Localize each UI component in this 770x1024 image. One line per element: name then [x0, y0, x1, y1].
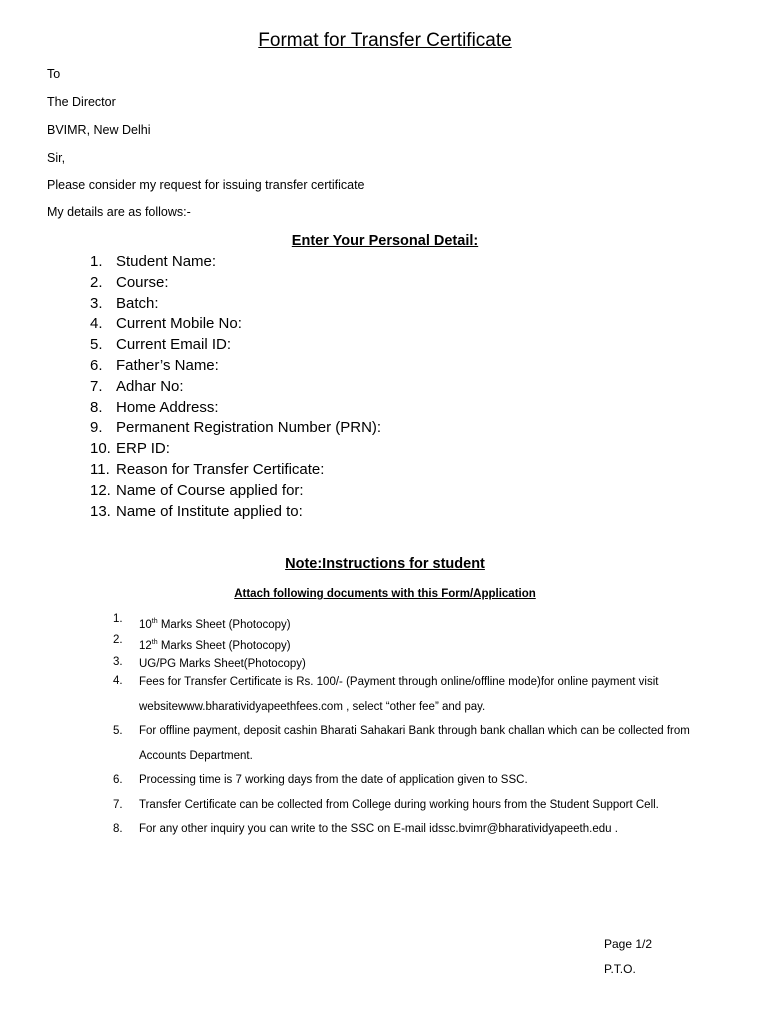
item-number: 3.	[113, 655, 123, 668]
item-number: 1.	[90, 253, 103, 270]
item-number: 4.	[113, 675, 123, 688]
item-number: 8.	[90, 398, 103, 416]
letter-to: To	[47, 67, 61, 81]
list-item	[90, 315, 381, 336]
list-item	[113, 768, 733, 793]
item-number: 12.	[90, 481, 111, 499]
field-label: Current Email ID:	[116, 336, 232, 354]
note-heading: Note:Instructions for student	[285, 556, 485, 572]
item-number: 5.	[90, 336, 103, 354]
item-number: 11.	[90, 460, 110, 478]
field-label: Adhar No:	[116, 377, 184, 395]
letter-salutation: Sir,	[47, 151, 66, 165]
list-item	[113, 719, 733, 768]
item-number: 2.	[90, 273, 103, 291]
ordinal-suffix: th	[151, 618, 158, 625]
field-label: Current Mobile No:	[116, 315, 242, 333]
list-item	[113, 817, 733, 842]
instruction-prefix: 10	[139, 618, 152, 631]
instruction-text: For any other inquiry you can write to the SSC on E-mail idssc.bvimr@bharatividyapeeth.edu .	[139, 823, 618, 836]
field-label: Course:	[116, 273, 169, 291]
list-item	[90, 461, 381, 482]
pto-note: P.T.O.	[604, 962, 636, 976]
list-item	[113, 673, 733, 719]
item-number: 6.	[113, 774, 123, 787]
instruction-text: UG/PG Marks Sheet(Photocopy)	[139, 657, 306, 670]
instruction-text: Marks Sheet (Photocopy)	[157, 618, 291, 631]
instruction-text: Transfer Certificate can be collected from College during working hours from the Student Support Cell.	[139, 798, 659, 811]
attach-heading: Attach following documents with this Form/Application	[234, 588, 536, 600]
personal-details-list	[90, 253, 381, 523]
field-label: Student Name:	[116, 253, 217, 270]
list-item	[113, 793, 733, 818]
letter-details-intro: My details are as follows:-	[47, 205, 191, 219]
item-number: 8.	[113, 823, 123, 836]
list-item	[90, 253, 381, 274]
field-label: Reason for Transfer Certificate:	[116, 460, 325, 478]
item-number: 13.	[90, 502, 111, 520]
list-item	[90, 295, 381, 316]
list-item	[90, 274, 381, 295]
ordinal-suffix: th	[151, 639, 158, 647]
list-item	[90, 440, 381, 461]
instruction-text: For offline payment, deposit cashin Bharati Sahakari Bank through bank challan which can be collected from Accounts Department.	[139, 725, 690, 762]
item-number: 6.	[90, 356, 103, 374]
list-item	[90, 419, 381, 440]
field-label: Name of Institute applied to:	[116, 502, 303, 520]
item-number: 5.	[113, 725, 123, 738]
list-item	[90, 399, 381, 420]
letter-address: BVIMR, New Delhi	[47, 123, 151, 137]
instructions-list	[113, 613, 733, 842]
field-label: Father’s Name:	[116, 356, 219, 374]
instruction-text: Fees for Transfer Certificate is Rs. 100/- (Payment through online/offline mode)for online payment visit websitewww.bharatividyapeethfees.com , select “other fee” and pay.	[139, 676, 659, 713]
item-number: 1.	[113, 613, 123, 625]
item-number: 4.	[90, 315, 103, 333]
list-item	[90, 482, 381, 503]
page-title: Format for Transfer Certificate	[258, 30, 512, 51]
instruction-prefix: 12	[139, 640, 152, 653]
field-label: Batch:	[116, 294, 159, 312]
letter-request: Please consider my request for issuing transfer certificate	[47, 178, 365, 192]
field-label: Permanent Registration Number (PRN):	[116, 419, 382, 437]
personal-detail-heading: Enter Your Personal Detail:	[291, 233, 479, 249]
list-item	[90, 503, 381, 524]
instruction-text: Marks Sheet (Photocopy)	[157, 640, 291, 653]
field-label: Name of Course applied for:	[116, 481, 304, 499]
item-number: 10.	[90, 440, 111, 458]
letter-recipient: The Director	[47, 95, 116, 109]
field-label: ERP ID:	[116, 440, 170, 458]
item-number: 7.	[90, 377, 103, 395]
page-number: Page 1/2	[604, 937, 653, 951]
item-number: 9.	[90, 419, 103, 437]
list-item	[90, 357, 381, 378]
list-item	[90, 378, 381, 399]
item-number: 7.	[113, 798, 123, 811]
list-item	[113, 613, 733, 634]
field-label: Home Address:	[116, 398, 219, 416]
item-number: 3.	[90, 294, 103, 312]
list-item	[113, 634, 733, 655]
list-item	[90, 336, 381, 357]
item-number: 2.	[113, 634, 123, 647]
instruction-text: Processing time is 7 working days from the date of application given to SSC.	[139, 774, 528, 787]
